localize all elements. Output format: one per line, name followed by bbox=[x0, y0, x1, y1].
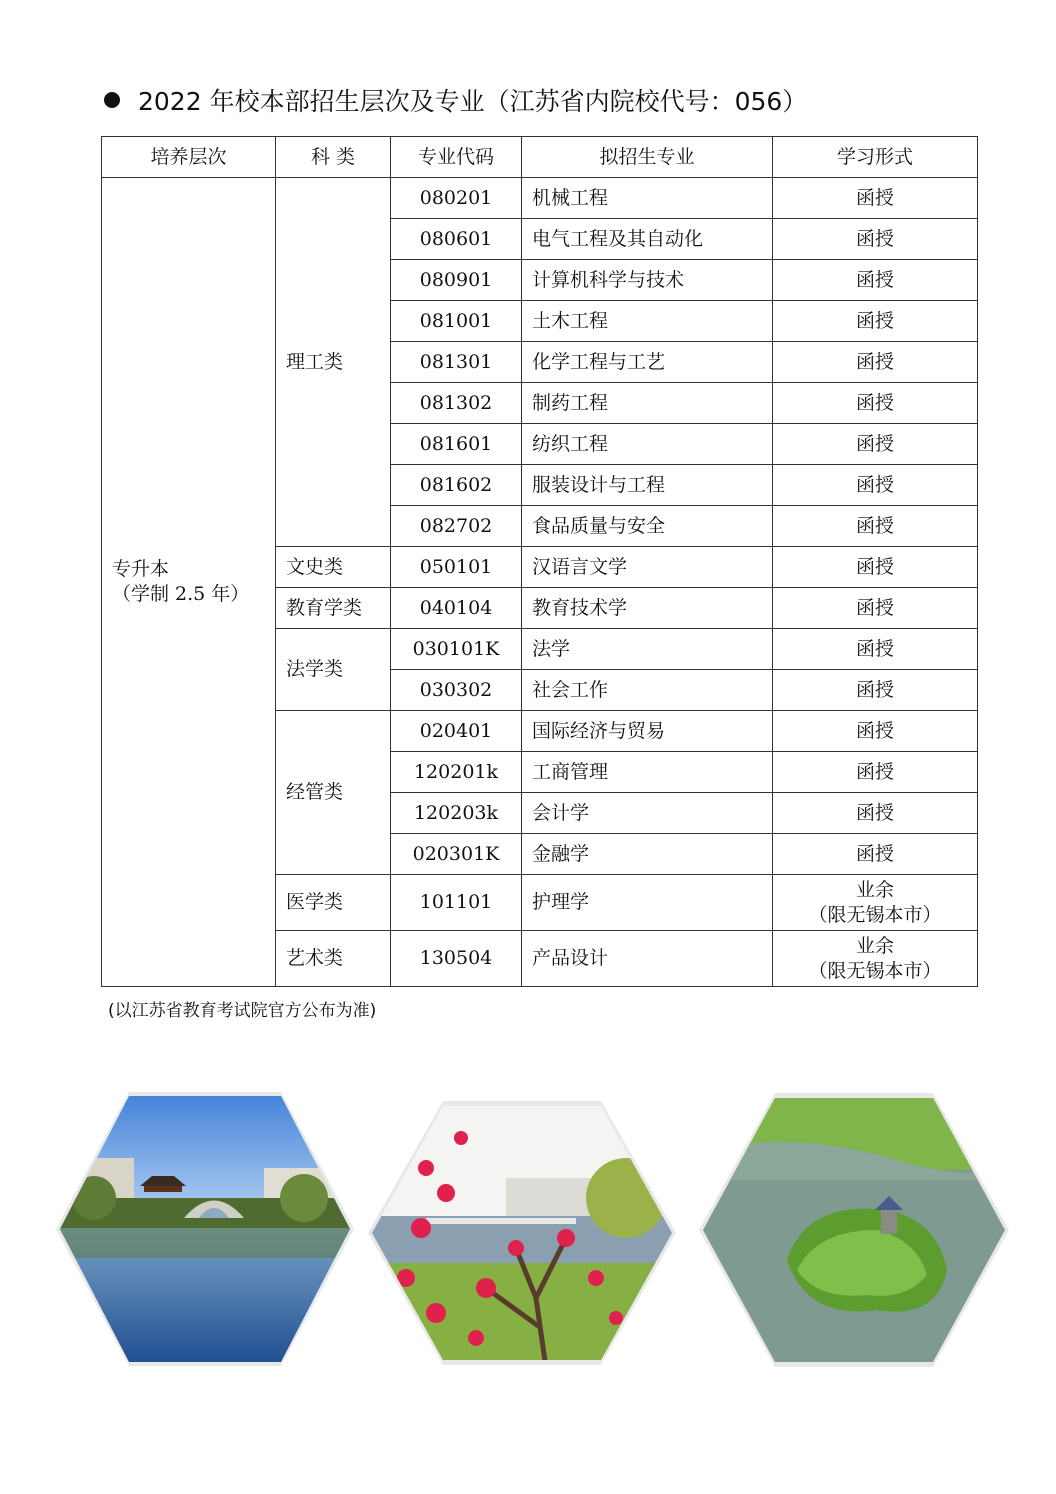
major-cell: 电气工程及其自动化 bbox=[522, 219, 773, 260]
table-header-row bbox=[102, 137, 978, 178]
form-text: 业余 bbox=[855, 878, 894, 901]
major-cell: 金融学 bbox=[522, 834, 773, 875]
code-cell: 081302 bbox=[391, 383, 522, 424]
form-cell: 函授 bbox=[773, 465, 978, 506]
form-cell: 函授 bbox=[773, 588, 978, 629]
major-cell: 社会工作 bbox=[522, 670, 773, 711]
form-cell bbox=[773, 875, 978, 931]
code-cell: 030302 bbox=[391, 670, 522, 711]
form-restriction: （限无锡本市） bbox=[808, 903, 942, 926]
code-cell: 080601 bbox=[391, 219, 522, 260]
form-cell: 函授 bbox=[773, 670, 978, 711]
form-cell: 函授 bbox=[773, 506, 978, 547]
header-form: 学习形式 bbox=[773, 137, 978, 178]
form-restriction: （限无锡本市） bbox=[808, 959, 942, 982]
code-cell: 130504 bbox=[391, 931, 522, 987]
major-cell: 法学 bbox=[522, 629, 773, 670]
code-cell: 080201 bbox=[391, 178, 522, 219]
category-cell: 医学类 bbox=[276, 875, 391, 931]
form-cell: 函授 bbox=[773, 260, 978, 301]
code-cell: 120201k bbox=[391, 752, 522, 793]
section-title-text: 2022 年校本部招生层次及专业（江苏省内院校代号：056） bbox=[138, 87, 808, 116]
peach-blossom-photo bbox=[366, 1098, 678, 1368]
major-cell: 工商管理 bbox=[522, 752, 773, 793]
major-cell: 食品质量与安全 bbox=[522, 506, 773, 547]
campus-river-bridge-photo bbox=[54, 1088, 356, 1370]
code-cell: 080901 bbox=[391, 260, 522, 301]
level-duration: （学制 2.5 年） bbox=[112, 583, 250, 605]
form-cell: 函授 bbox=[773, 178, 978, 219]
form-cell: 函授 bbox=[773, 424, 978, 465]
level-name: 专升本 bbox=[112, 558, 170, 581]
code-cell: 020301K bbox=[391, 834, 522, 875]
form-cell: 函授 bbox=[773, 219, 978, 260]
form-cell: 函授 bbox=[773, 834, 978, 875]
form-cell: 函授 bbox=[773, 301, 978, 342]
bullet-icon bbox=[104, 92, 120, 108]
admissions-table bbox=[101, 136, 978, 987]
code-cell: 050101 bbox=[391, 547, 522, 588]
major-cell: 国际经济与贸易 bbox=[522, 711, 773, 752]
form-cell: 函授 bbox=[773, 629, 978, 670]
major-cell: 产品设计 bbox=[522, 931, 773, 987]
major-cell: 汉语言文学 bbox=[522, 547, 773, 588]
major-cell: 护理学 bbox=[522, 875, 773, 931]
major-cell: 制药工程 bbox=[522, 383, 773, 424]
code-cell: 081602 bbox=[391, 465, 522, 506]
code-cell: 101101 bbox=[391, 875, 522, 931]
category-cell: 艺术类 bbox=[276, 931, 391, 987]
header-category: 科 类 bbox=[276, 137, 391, 178]
major-cell: 机械工程 bbox=[522, 178, 773, 219]
code-cell: 120203k bbox=[391, 793, 522, 834]
header-level: 培养层次 bbox=[102, 137, 276, 178]
major-cell: 化学工程与工艺 bbox=[522, 342, 773, 383]
code-cell: 081601 bbox=[391, 424, 522, 465]
major-cell: 纺织工程 bbox=[522, 424, 773, 465]
table-row bbox=[102, 178, 978, 219]
form-cell: 函授 bbox=[773, 793, 978, 834]
major-cell: 服装设计与工程 bbox=[522, 465, 773, 506]
form-text: 业余 bbox=[855, 934, 894, 957]
code-cell: 040104 bbox=[391, 588, 522, 629]
form-cell: 函授 bbox=[773, 547, 978, 588]
form-cell bbox=[773, 931, 978, 987]
section-title bbox=[104, 80, 807, 120]
form-cell: 函授 bbox=[773, 383, 978, 424]
code-cell: 020401 bbox=[391, 711, 522, 752]
form-cell: 函授 bbox=[773, 752, 978, 793]
code-cell: 082702 bbox=[391, 506, 522, 547]
code-cell: 081301 bbox=[391, 342, 522, 383]
category-cell: 经管类 bbox=[276, 711, 391, 875]
header-major: 拟招生专业 bbox=[522, 137, 773, 178]
form-cell: 函授 bbox=[773, 711, 978, 752]
code-cell: 081001 bbox=[391, 301, 522, 342]
category-cell: 法学类 bbox=[276, 629, 391, 711]
major-cell: 教育技术学 bbox=[522, 588, 773, 629]
major-cell: 会计学 bbox=[522, 793, 773, 834]
category-cell: 文史类 bbox=[276, 547, 391, 588]
major-cell: 计算机科学与技术 bbox=[522, 260, 773, 301]
island-pavilion-photo bbox=[697, 1090, 1011, 1370]
header-code: 专业代码 bbox=[391, 137, 522, 178]
source-note: (以江苏省教育考试院官方公布为准) bbox=[108, 1001, 377, 1021]
code-cell: 030101K bbox=[391, 629, 522, 670]
level-cell bbox=[102, 178, 276, 987]
category-cell: 教育学类 bbox=[276, 588, 391, 629]
major-cell: 土木工程 bbox=[522, 301, 773, 342]
category-cell: 理工类 bbox=[276, 178, 391, 547]
form-cell: 函授 bbox=[773, 342, 978, 383]
